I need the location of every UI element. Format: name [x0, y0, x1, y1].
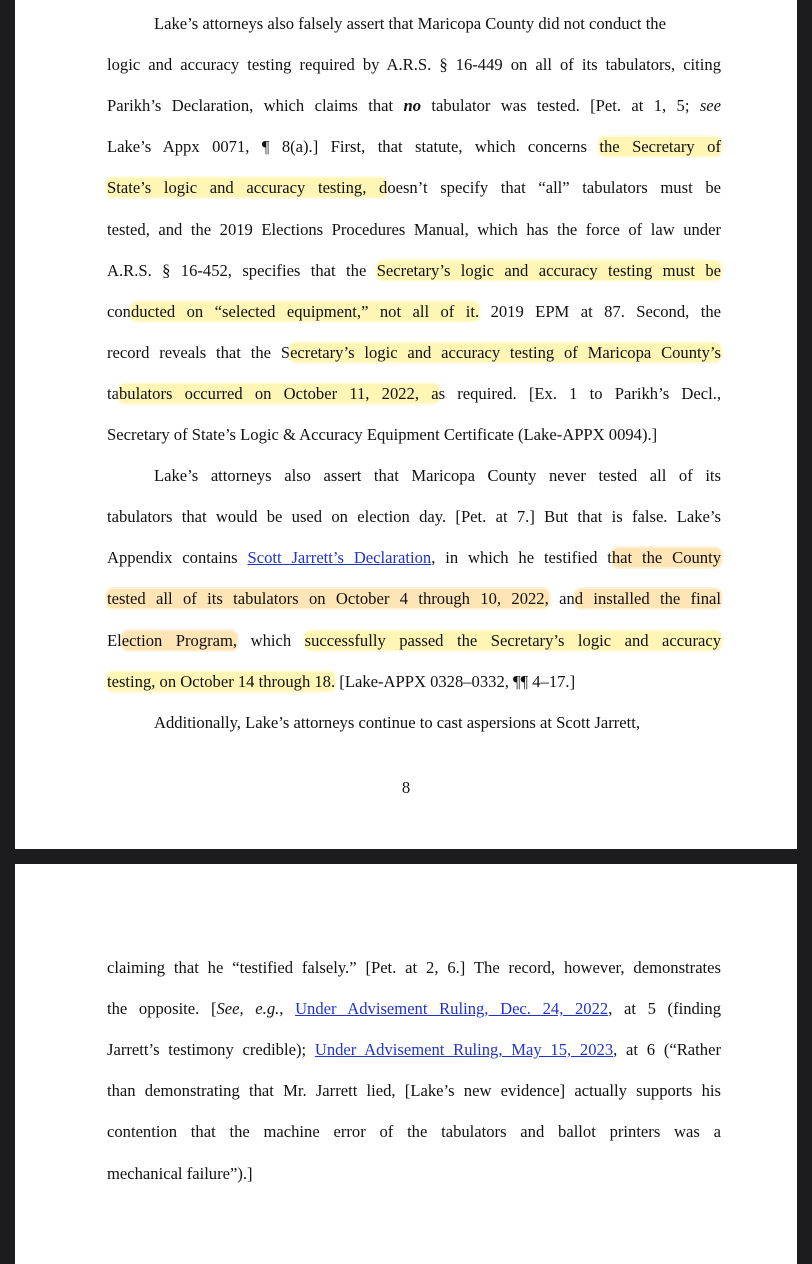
highlight-yellow: ecretary’s logic and accuracy testing of Maricopa County’s [290, 342, 721, 362]
hyperlink[interactable]: Under Advisement Ruling, May 15, 2023 [314, 1040, 614, 1060]
highlight-yellow: testing, on October 14 through 18. [107, 671, 336, 691]
text-segment: an [548, 589, 575, 609]
text-line [107, 587, 721, 611]
text-line [107, 94, 721, 118]
text-segment: tabulators that would be used on election day. [Pet. at 7.] But that is false. Lake’s [107, 507, 721, 527]
highlight-yellow: the Secretary of [599, 137, 721, 157]
text-segment: claiming that he “testified falsely.” [Pet. at 2, 6.] The record, however, demonstrates [107, 958, 721, 977]
text-segment: Parikh’s Declaration, which claims that [107, 96, 404, 116]
text-line [107, 629, 721, 653]
text-line [107, 711, 721, 735]
highlight-yellow: State’s logic and accuracy testing, d [107, 178, 388, 198]
highlight-yellow: ducted on “selected equipment,” not all of it. [130, 301, 480, 321]
text-segment: the opposite. [ [107, 999, 217, 1019]
text-line [107, 670, 721, 694]
text-segment: Lake’s attorneys also falsely assert that Maricopa County did not conduct the [154, 14, 666, 33]
text-line [107, 176, 721, 200]
highlight-yellow: Secretary’s logic and accuracy testing must be [376, 260, 721, 280]
text-line [107, 1162, 721, 1186]
text-segment: s required. [Ex. 1 to Parikh’s Decl., [438, 383, 721, 403]
hyperlink[interactable]: Under Advisement Ruling, Dec. 24, 2022 [295, 999, 609, 1019]
page-number: 8 [401, 778, 411, 797]
text-line [107, 1120, 721, 1144]
text-segment: El [107, 630, 122, 650]
text-line [107, 53, 721, 77]
text-segment: , at 5 (finding [608, 999, 722, 1019]
text-segment: ta [107, 383, 119, 403]
text-line [107, 464, 721, 488]
text-segment: contention that the machine error of the tabulators and ballot printers was a [107, 1122, 721, 1142]
text-line [107, 505, 721, 529]
text-line [107, 1079, 721, 1103]
text-line [107, 423, 721, 447]
document-page-9 [15, 864, 797, 1264]
text-segment: , in which he testified t [431, 548, 612, 568]
text-segment: tabulator was tested. [Pet. at 1, 5; [421, 96, 700, 116]
text-segment: , at 6 (“Rather [613, 1040, 721, 1060]
text-segment: Secretary of State’s Logic & Accuracy Equipment Certificate (Lake-APPX 0094).] [107, 425, 658, 444]
text-line [107, 382, 721, 406]
highlight-yellow: bulators occurred on October 11, 2022, a [118, 383, 439, 403]
text-segment: 2019 EPM at 87. Second, the [479, 301, 721, 321]
text-segment: tested, and the 2019 Elections Procedures Manual, which has the force of law under [107, 219, 721, 239]
text-segment: Lake’s Appx 0071, ¶ 8(a).] First, that statute, which concerns [107, 137, 600, 157]
italic-text: See, e.g. [216, 999, 280, 1019]
text-segment: [Lake-APPX 0328–0332, ¶¶ 4–17.] [335, 671, 576, 691]
text-line [107, 12, 721, 36]
highlight-orange: hat the County [611, 548, 722, 568]
italic-text: see [699, 96, 722, 116]
highlight-orange: tested all of its tabulators on October 4 through 10, 2022, [107, 589, 549, 609]
hyperlink[interactable]: Scott Jarrett’s Declaration [247, 548, 432, 568]
text-segment: Appendix contains [107, 548, 248, 568]
text-line [107, 259, 721, 283]
text-segment: logic and accuracy testing required by A.R.S. § 16-449 on all of its tabulators, citing [107, 55, 721, 75]
text-line [107, 956, 721, 980]
text-segment: Jarrett’s testimony credible); [107, 1040, 315, 1060]
highlight-orange: ection Program, [121, 630, 238, 650]
text-segment: , [279, 999, 296, 1019]
text-segment: Additionally, Lake’s attorneys continue to cast aspersions at Scott Jarrett, [154, 712, 641, 732]
text-line [107, 135, 721, 159]
text-segment: A.R.S. § 16-452, specifies that the [107, 260, 377, 280]
text-segment: mechanical failure”).] [107, 1163, 253, 1183]
text-segment: than demonstrating that Mr. Jarrett lied, [Lake’s new evidence] actually supports his [107, 1081, 721, 1101]
text-line [107, 341, 721, 365]
text-segment: which [237, 630, 305, 650]
highlight-orange: d installed the final [574, 589, 721, 609]
emphasis-text: no [403, 96, 422, 116]
text-line [107, 1038, 721, 1062]
text-segment: con [107, 301, 131, 321]
text-line [107, 997, 721, 1021]
text-line [107, 546, 721, 570]
text-line [107, 300, 721, 324]
text-segment: oesn’t specify that “all” tabulators must be [387, 178, 721, 198]
text-segment: record reveals that the S [107, 342, 291, 362]
document-page-8 [15, 0, 797, 849]
highlight-yellow: successfully passed the Secretary’s logic and accuracy [304, 630, 721, 650]
text-line [107, 218, 721, 242]
text-segment: Lake’s attorneys also assert that Maricopa County never tested all of its [154, 466, 721, 486]
